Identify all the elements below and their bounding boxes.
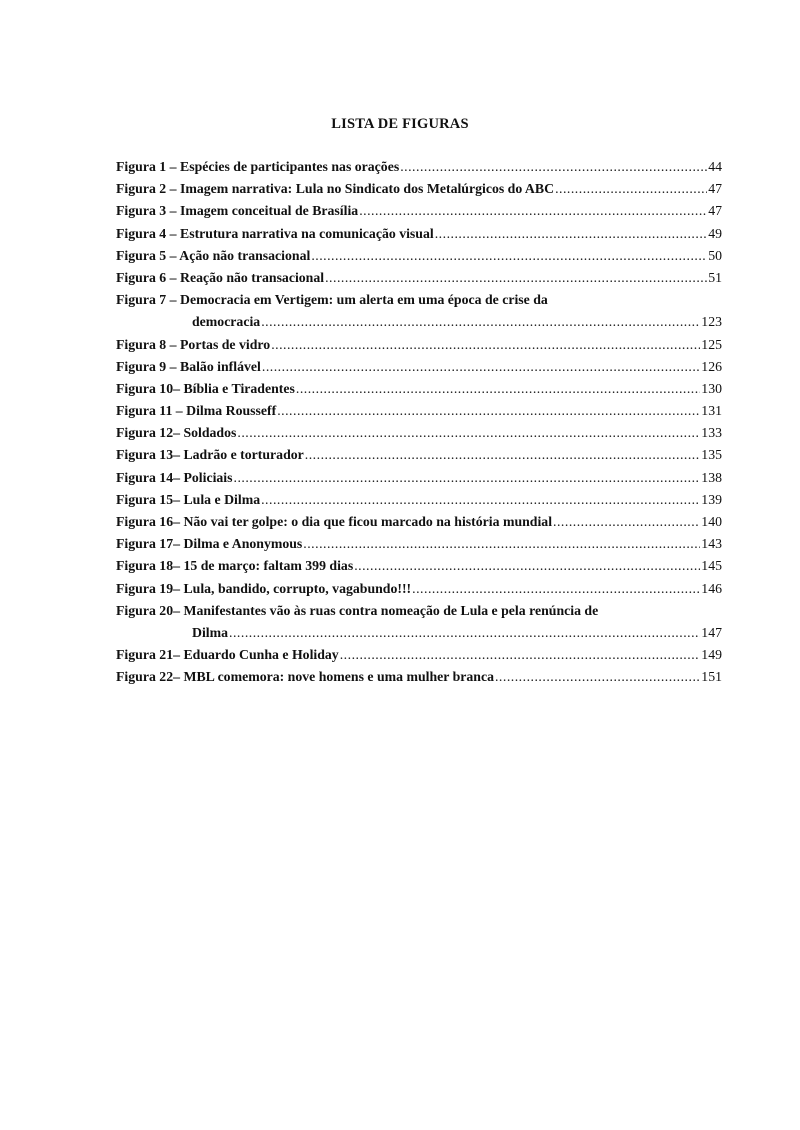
dot-leader xyxy=(229,622,700,644)
figure-entry-13[interactable] xyxy=(116,444,722,466)
figure-entry-15[interactable] xyxy=(116,489,722,511)
entry-label: Figura 14– Policiais xyxy=(116,469,233,485)
entry-page-number: 149 xyxy=(701,647,722,663)
entry-label: Figura 21– Eduardo Cunha e Holiday xyxy=(116,647,339,663)
figure-entry-1[interactable] xyxy=(116,156,722,178)
entry-label: Figura 8 – Portas de vidro xyxy=(116,336,271,352)
figure-entry-4[interactable] xyxy=(116,223,722,245)
entry-label: Figura 1 – Espécies de participantes nas orações xyxy=(116,159,400,174)
dot-leader xyxy=(354,555,700,577)
figure-entry-2[interactable] xyxy=(116,178,722,200)
dot-leader xyxy=(261,311,700,333)
entry-page-number: 146 xyxy=(701,580,722,596)
figure-entry-10[interactable] xyxy=(116,378,722,400)
entry-label: Figura 5 – Ação não transacional xyxy=(116,247,311,263)
entry-page-number: 139 xyxy=(701,491,722,507)
dot-leader xyxy=(237,422,700,444)
entry-label: Figura 11 – Dilma Rousseff xyxy=(116,403,277,419)
entry-label: Figura 15– Lula e Dilma xyxy=(116,491,261,507)
entry-page-number: 138 xyxy=(701,469,722,485)
figure-entry-8[interactable] xyxy=(116,334,722,356)
entry-page-number: 151 xyxy=(701,669,722,685)
entry-page-number: 44 xyxy=(708,159,722,174)
figure-entry-20[interactable] xyxy=(116,600,722,622)
dot-leader xyxy=(261,489,700,511)
dot-leader xyxy=(325,267,707,289)
entry-label: Figura 4 – Estrutura narrativa na comunicação visual xyxy=(116,225,434,241)
entry-page-number: 123 xyxy=(701,314,722,330)
dot-leader xyxy=(303,533,700,555)
entry-label-continuation: Dilma xyxy=(192,624,229,640)
entry-label: Figura 9 – Balão inflável xyxy=(116,358,261,374)
figure-entry-22[interactable] xyxy=(116,666,722,688)
figure-entry-9[interactable] xyxy=(116,356,722,378)
figure-entry-6[interactable] xyxy=(116,267,722,289)
entry-page-number: 47 xyxy=(708,203,722,219)
figure-entry-19[interactable] xyxy=(116,578,722,600)
dot-leader xyxy=(435,223,707,245)
dot-leader xyxy=(340,644,701,666)
entry-page-number: 126 xyxy=(701,358,722,374)
list-of-figures xyxy=(116,156,722,689)
entry-page-number: 135 xyxy=(701,447,722,463)
entry-label: Figura 18– 15 de março: faltam 399 dias xyxy=(116,558,354,574)
figure-entry-3[interactable] xyxy=(116,200,722,222)
entry-page-number: 133 xyxy=(701,425,722,441)
figure-entry-11[interactable] xyxy=(116,400,722,422)
dot-leader xyxy=(234,467,701,489)
figure-entry-17[interactable] xyxy=(116,533,722,555)
dot-leader xyxy=(262,356,700,378)
dot-leader xyxy=(412,578,700,600)
entry-label: Figura 7 – Democracia em Vertigem: um alerta em uma época de crise da xyxy=(116,292,548,308)
dot-leader xyxy=(311,245,707,267)
entry-page-number: 51 xyxy=(708,269,722,285)
entry-label: Figura 19– Lula, bandido, corrupto, vagabundo!!! xyxy=(116,580,412,596)
entry-label: Figura 3 – Imagem conceitual de Brasília xyxy=(116,203,359,219)
entry-page-number: 140 xyxy=(701,514,722,529)
entry-label: Figura 13– Ladrão e torturador xyxy=(116,447,304,463)
figure-entry-20-continued[interactable] xyxy=(116,622,722,644)
figure-entry-14[interactable] xyxy=(116,467,722,489)
entry-page-number: 131 xyxy=(701,403,722,419)
figure-entry-16[interactable] xyxy=(116,511,722,533)
dot-leader xyxy=(555,178,707,200)
dot-leader xyxy=(495,666,700,688)
figure-entry-5[interactable] xyxy=(116,245,722,267)
entry-page-number: 147 xyxy=(701,624,722,640)
dot-leader xyxy=(553,511,700,533)
entry-label: Figura 20– Manifestantes vão às ruas contra nomeação de Lula e pela renúncia de xyxy=(116,602,599,618)
figure-entry-12[interactable] xyxy=(116,422,722,444)
dot-leader xyxy=(296,378,700,400)
entry-page-number: 143 xyxy=(701,536,722,552)
entry-page-number: 125 xyxy=(701,336,722,352)
entry-page-number: 145 xyxy=(701,558,722,574)
entry-page-number: 50 xyxy=(708,247,722,263)
figure-entry-18[interactable] xyxy=(116,555,722,577)
dot-leader xyxy=(400,156,707,178)
figure-entry-21[interactable] xyxy=(116,644,722,666)
dot-leader xyxy=(305,444,701,466)
entry-label: Figura 22– MBL comemora: nove homens e uma mulher branca xyxy=(116,669,494,685)
entry-label: Figura 2 – Imagem narrativa: Lula no Sindicato dos Metalúrgicos do ABC xyxy=(116,181,555,197)
page-title: LISTA DE FIGURAS xyxy=(331,116,469,132)
entry-page-number: 47 xyxy=(708,181,722,197)
entry-label-continuation: democracia xyxy=(192,314,261,330)
entry-page-number: 49 xyxy=(708,225,722,241)
entry-label: Figura 16– Não vai ter golpe: o dia que ficou marcado na história mundial xyxy=(116,514,553,529)
entry-page-number: 130 xyxy=(701,380,722,396)
entry-label: Figura 6 – Reação não transacional xyxy=(116,269,325,285)
entry-label: Figura 10– Bíblia e Tiradentes xyxy=(116,380,295,396)
dot-leader xyxy=(277,400,700,422)
figure-entry-7-continued[interactable] xyxy=(116,311,722,333)
dot-leader xyxy=(359,200,707,222)
entry-label: Figura 12– Soldados xyxy=(116,425,237,441)
entry-label: Figura 17– Dilma e Anonymous xyxy=(116,536,303,552)
figure-entry-7[interactable] xyxy=(116,289,722,311)
dot-leader xyxy=(271,334,700,356)
